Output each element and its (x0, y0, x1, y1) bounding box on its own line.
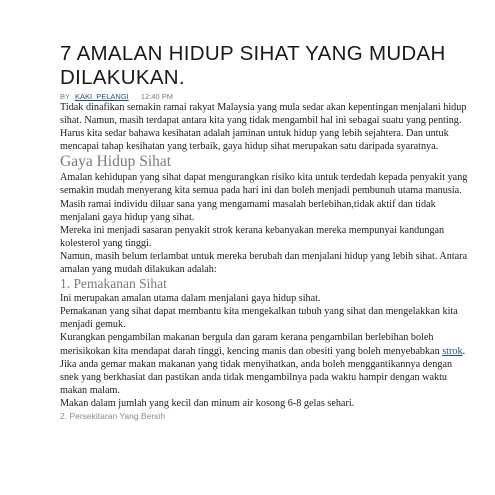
section-paragraph-2: Masih ramai individu diluar sana yang mengamami masalah berlebihan,tidak aktif dan tidak menjalani gaya hidup yang sihat. (60, 198, 436, 223)
point-1-paragraph-2: Pemakanan yang sihat dapat membantu kita mengekalkan tubuh yang sihat dan mengelakkan kita menjadi gemuk. (60, 306, 458, 331)
point-1-paragraph-3 (60, 331, 470, 357)
point-2-heading: 2. Persekitaran Yang Bersih (60, 410, 166, 421)
intro-paragraph-1: Tidak dinafikan semakin ramai rakyat Malaysia yang mula sedar akan kepentingan menjalani hidup sihat. Namun, masih terdapat antara kita yang tidak mengambil hal ini sebagai suatu yang penting. (60, 102, 467, 127)
section-heading: Gaya Hidup Sihat (60, 153, 172, 171)
point-1-paragraph-5: Makan dalam jumlah yang kecil dan minum air kosong 6-8 gelas sehari. (60, 397, 355, 409)
article-title: 7 AMALAN HIDUP SIHAT YANG MUDAH DILAKUKAN. (60, 42, 446, 89)
section-paragraph-3: Mereka ini menjadi sasaran penyakit strok kerana kebanyakan mereka mempunyai kandungan kolesterol yang tinggi. (60, 224, 445, 249)
author-link[interactable]: KAKI_PELANGI (74, 92, 129, 101)
point-1-paragraph-1: Ini merupakan amalan utama dalam menjalani gaya hidup sihat. (60, 293, 321, 305)
point-1-paragraph-3-end: . (462, 345, 466, 357)
article-byline (60, 92, 173, 101)
post-time: 12:40 PM (140, 92, 173, 101)
point-1-paragraph-4: Jika anda gemar makan makanan yang tidak menyihatkan, anda boleh menggantikannya dengan snek yang berkhasiat dan pastikan anda tidak mengambilnya pada waktu hampir dengan waktu makan malam. (60, 358, 453, 396)
strok-link[interactable]: strok (442, 345, 463, 357)
article-body (60, 101, 470, 422)
byline-prefix: BY (60, 92, 70, 101)
section-paragraph-1: Amalan kehidupan yang sihat dapat mengurangkan risiko kita untuk terdedah kepada penyakit yang semakin mudah menyerang kita semua pada hari ini dan boleh menjadi pembunuh utama manusia. (60, 172, 468, 197)
section-paragraph-4: Namun, masih belum terlambat untuk mereka berubah dan menjalani hidup yang lebih sihat. Antara amalan yang mudah dilakukan adalah: (60, 250, 468, 276)
point-1-paragraph-3-text: Kurangkan pengambilan makanan bergula dan garam kerana pengambilan berlebihan boleh merisikokan kita mendapat darah tinggi, kencing manis dan obesiti yang boleh menyebabkan (60, 332, 443, 357)
point-1-heading: 1. Pemakanan Sihat (60, 276, 167, 292)
intro-paragraph-2: Harus kita sedar bahawa kesihatan adalah jaminan untuk hidup yang lebih sejahtera. Dan untuk mencapai tahap kesihatan yang terbaik, gaya hidup sihat merupakan satu daripada syaratnya. (60, 128, 449, 153)
